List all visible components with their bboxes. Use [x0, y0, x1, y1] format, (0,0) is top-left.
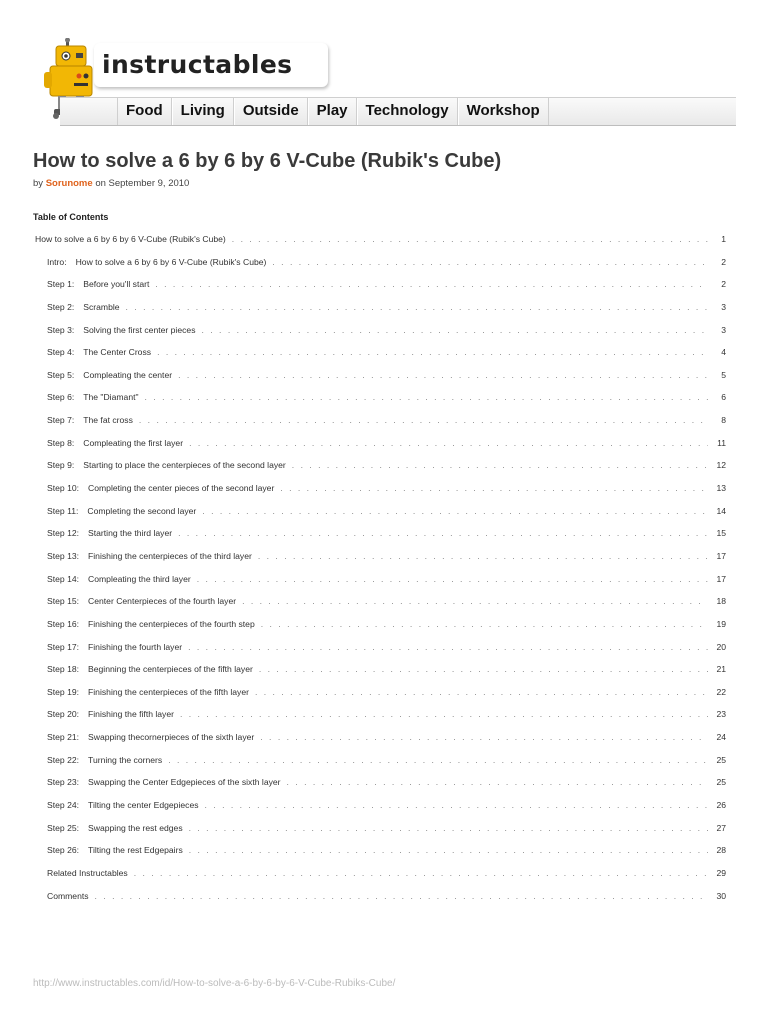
- toc-dot-leader: [202, 325, 709, 335]
- nav-item-food[interactable]: Food: [117, 98, 172, 125]
- toc-dot-leader: [155, 279, 708, 289]
- toc-entry-title[interactable]: Starting to place the centerpieces of the second layer: [83, 460, 286, 471]
- toc-page-number: 19: [716, 618, 726, 629]
- toc-page-number: 3: [721, 301, 726, 312]
- toc-entry-title[interactable]: Finishing the centerpieces of the fourth step: [88, 618, 255, 629]
- toc-entry-label: Step 25:: [47, 822, 80, 833]
- toc-page-number: 1: [721, 234, 726, 244]
- category-nav: [60, 97, 736, 126]
- toc-page-number: 20: [716, 641, 726, 652]
- toc-dot-leader: [168, 755, 708, 765]
- toc-entry-title[interactable]: Finishing the fifth layer: [88, 709, 174, 720]
- toc-entry-label: Step 10:: [47, 483, 80, 494]
- toc-page-number: 15: [716, 528, 726, 539]
- toc-page-number: 18: [716, 596, 726, 607]
- toc-page-number: 3: [721, 324, 726, 335]
- nav-item-play[interactable]: Play: [308, 98, 357, 125]
- nav-item-outside[interactable]: Outside: [234, 98, 308, 125]
- toc-entry[interactable]: [33, 528, 726, 551]
- toc-page-number: 29: [716, 867, 726, 878]
- toc-dot-leader: [134, 868, 708, 878]
- toc-page-number: 14: [716, 505, 726, 516]
- toc-entry[interactable]: [33, 347, 726, 370]
- toc-entry-label: Step 17:: [47, 641, 80, 652]
- toc-dot-leader: [95, 891, 708, 901]
- toc-entry-label: Step 1:: [47, 279, 75, 290]
- toc-entry-title[interactable]: Finishing the centerpieces of the third layer: [88, 550, 252, 561]
- toc-entry-label: Step 6:: [47, 392, 75, 403]
- toc-dot-leader: [292, 460, 708, 470]
- toc-dot-leader: [232, 234, 708, 244]
- toc-entry-title[interactable]: The "Diamant": [83, 392, 139, 403]
- toc-page-number: 30: [716, 890, 726, 901]
- logo-wordmark: instructables: [102, 50, 293, 79]
- toc-dot-leader: [189, 845, 708, 855]
- toc-entry-label: Step 8:: [47, 437, 75, 448]
- toc-entry-title[interactable]: Compleating the first layer: [83, 437, 184, 448]
- toc-page-number: 8: [721, 415, 726, 426]
- toc-entry-title[interactable]: Turning the corners: [88, 754, 163, 765]
- toc-page-number: 4: [721, 347, 726, 358]
- toc-entry[interactable]: [33, 279, 726, 302]
- table-of-contents: [33, 234, 726, 913]
- toc-entry[interactable]: [33, 370, 726, 393]
- toc-entry-title[interactable]: Compleating the center: [83, 369, 173, 380]
- toc-dot-leader: [259, 664, 708, 674]
- toc-entry-label: Step 15:: [47, 596, 80, 607]
- toc-page-number: 28: [716, 845, 726, 856]
- toc-entry-label: Step 26:: [47, 845, 80, 856]
- toc-entry-title[interactable]: How to solve a 6 by 6 by 6 V-Cube (Rubik's Cube): [75, 256, 267, 267]
- toc-entry-label: Step 5:: [47, 369, 75, 380]
- toc-page-number: 25: [716, 777, 726, 788]
- toc-entry-title[interactable]: Tilting the rest Edgepairs: [88, 845, 183, 856]
- toc-entry[interactable]: [33, 234, 726, 257]
- toc-entry-label: Step 7:: [47, 415, 75, 426]
- toc-page-number: 17: [716, 573, 726, 584]
- toc-page-number: 2: [721, 256, 726, 267]
- toc-entry-label: Step 16:: [47, 618, 80, 629]
- toc-entry[interactable]: [33, 619, 726, 642]
- toc-entry[interactable]: [33, 823, 726, 846]
- toc-entry-title[interactable]: Swapping the Center Edgepieces of the sixth layer: [88, 777, 281, 788]
- toc-entry-label: Step 22:: [47, 754, 80, 765]
- toc-dot-leader: [188, 642, 708, 652]
- toc-entry-label: Step 3:: [47, 324, 75, 335]
- toc-entry-label: Step 12:: [47, 528, 80, 539]
- toc-entry[interactable]: [33, 302, 726, 325]
- toc-entry[interactable]: [33, 687, 726, 710]
- toc-entry-title[interactable]: How to solve a 6 by 6 by 6 V-Cube (Rubik's Cube): [35, 234, 226, 244]
- toc-dot-leader: [287, 777, 708, 787]
- toc-entry[interactable]: [33, 460, 726, 483]
- toc-entry-title[interactable]: Tilting the center Edgepieces: [88, 800, 199, 811]
- toc-entry[interactable]: [33, 551, 726, 574]
- toc-entry-title[interactable]: Solving the first center pieces: [83, 324, 196, 335]
- toc-dot-leader: [178, 370, 708, 380]
- toc-dot-leader: [258, 551, 708, 561]
- toc-entry-title[interactable]: Before you'll start: [83, 279, 150, 290]
- nav-item-technology[interactable]: Technology: [357, 98, 458, 125]
- toc-entry-label: Step 4:: [47, 347, 75, 358]
- toc-entry[interactable]: [33, 574, 726, 597]
- byline: [33, 178, 189, 189]
- toc-entry-label: Step 13:: [47, 550, 80, 561]
- toc-entry-title[interactable]: Beginning the centerpieces of the fifth layer: [88, 664, 253, 675]
- toc-entry[interactable]: [33, 845, 726, 868]
- toc-page-number: 13: [716, 483, 726, 494]
- toc-page-number: 25: [716, 754, 726, 765]
- toc-entry[interactable]: [33, 755, 726, 778]
- toc-entry[interactable]: [33, 732, 726, 755]
- toc-page-number: 17: [716, 550, 726, 561]
- toc-dot-leader: [145, 392, 708, 402]
- toc-entry-title[interactable]: Related Instructables: [47, 867, 128, 878]
- toc-dot-leader: [189, 438, 708, 448]
- toc-entry-title[interactable]: Swapping the rest edges: [88, 822, 183, 833]
- toc-entry-label: Step 18:: [47, 664, 80, 675]
- toc-dot-leader: [242, 596, 708, 606]
- toc-entry-label: Step 11:: [47, 505, 79, 516]
- toc-page-number: 21: [716, 664, 726, 675]
- toc-entry[interactable]: [33, 664, 726, 687]
- toc-page-number: 27: [716, 822, 726, 833]
- footer-url[interactable]: http://www.instructables.com/id/How-to-solve-a-6-by-6-by-6-V-Cube-Rubiks-Cube/: [33, 978, 396, 989]
- toc-dot-leader: [280, 483, 708, 493]
- toc-dot-leader: [261, 619, 708, 629]
- toc-page-number: 11: [717, 437, 726, 448]
- toc-entry-label: Step 19:: [47, 686, 80, 697]
- toc-entry[interactable]: [33, 483, 726, 506]
- toc-page-number: 23: [716, 709, 726, 720]
- toc-dot-leader: [126, 302, 708, 312]
- nav-item-living[interactable]: Living: [172, 98, 234, 125]
- toc-entry-label: Intro:: [47, 256, 67, 267]
- toc-dot-leader: [180, 709, 708, 719]
- toc-entry-title[interactable]: Comments: [47, 890, 89, 901]
- toc-entry-label: Step 20:: [47, 709, 80, 720]
- toc-entry-label: Step 2:: [47, 301, 75, 312]
- toc-heading: Table of Contents: [33, 212, 109, 222]
- toc-entry[interactable]: [33, 392, 726, 415]
- toc-entry-label: Step 9:: [47, 460, 75, 471]
- toc-dot-leader: [260, 732, 708, 742]
- toc-page-number: 24: [716, 732, 726, 743]
- toc-entry[interactable]: [33, 325, 726, 348]
- toc-page-number: 2: [721, 279, 726, 290]
- toc-dot-leader: [205, 800, 708, 810]
- toc-page-number: 5: [721, 369, 726, 380]
- toc-entry[interactable]: [33, 506, 726, 529]
- toc-dot-leader: [272, 257, 708, 267]
- toc-dot-leader: [189, 823, 708, 833]
- toc-entry-label: Step 23:: [47, 777, 80, 788]
- toc-entry[interactable]: [33, 709, 726, 732]
- toc-dot-leader: [197, 574, 708, 584]
- toc-entry-title[interactable]: The fat cross: [83, 415, 133, 426]
- toc-entry-title[interactable]: Finishing the fourth layer: [88, 641, 183, 652]
- toc-page-number: 22: [716, 686, 726, 697]
- toc-entry-label: Step 21:: [47, 732, 80, 743]
- toc-entry-title[interactable]: Swapping thecornerpieces of the sixth layer: [88, 732, 255, 743]
- toc-dot-leader: [202, 506, 708, 516]
- toc-page-number: 26: [716, 800, 726, 811]
- publish-date: on September 9, 2010: [95, 178, 190, 189]
- toc-entry-title[interactable]: Finishing the centerpieces of the fifth layer: [88, 686, 249, 697]
- page-title: How to solve a 6 by 6 by 6 V-Cube (Rubik's Cube): [33, 150, 502, 172]
- toc-dot-leader: [139, 415, 708, 425]
- toc-entry[interactable]: [33, 257, 726, 280]
- toc-entry-title[interactable]: Compleating the third layer: [88, 573, 191, 584]
- toc-entry-label: Step 14:: [47, 573, 80, 584]
- toc-entry[interactable]: [33, 777, 726, 800]
- toc-entry[interactable]: [33, 868, 726, 891]
- toc-entry-title[interactable]: Scramble: [83, 301, 120, 312]
- toc-entry-title[interactable]: Starting the third layer: [88, 528, 173, 539]
- toc-entry[interactable]: [33, 596, 726, 619]
- toc-entry-title[interactable]: Center Centerpieces of the fourth layer: [88, 596, 237, 607]
- toc-entry-title[interactable]: Completing the center pieces of the second layer: [88, 483, 275, 494]
- toc-entry-title[interactable]: Completing the second layer: [87, 505, 197, 516]
- toc-entry[interactable]: [33, 891, 726, 914]
- toc-dot-leader: [157, 347, 708, 357]
- author-link[interactable]: Sorunome: [45, 178, 93, 189]
- toc-entry[interactable]: [33, 800, 726, 823]
- toc-page-number: 6: [721, 392, 726, 403]
- toc-entry[interactable]: [33, 438, 726, 461]
- toc-entry[interactable]: [33, 415, 726, 438]
- toc-entry-label: Step 24:: [47, 800, 80, 811]
- toc-dot-leader: [255, 687, 708, 697]
- nav-item-workshop[interactable]: Workshop: [458, 98, 549, 125]
- toc-entry-title[interactable]: The Center Cross: [83, 347, 152, 358]
- toc-page-number: 12: [716, 460, 726, 471]
- toc-entry[interactable]: [33, 642, 726, 665]
- byline-prefix: by: [33, 178, 44, 189]
- toc-dot-leader: [178, 528, 708, 538]
